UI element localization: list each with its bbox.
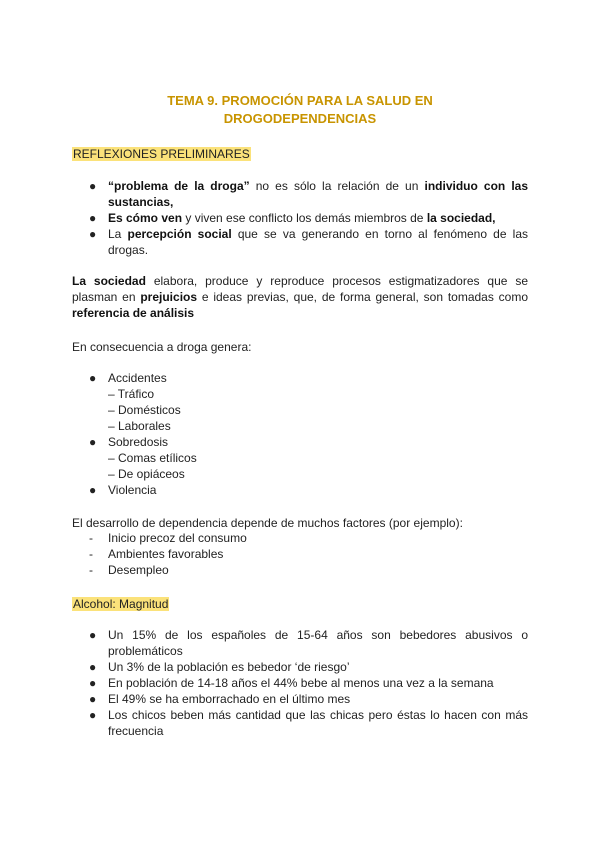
section-heading-alcohol-text: Alcohol: Magnitud [73,597,169,611]
page-title [72,92,528,128]
bold-text: referencia de análisis [72,306,195,320]
bullet-icon: ● [89,483,97,497]
bold-text: prejuicios [140,290,198,304]
text: no es sólo la relación de un [249,179,425,193]
list-item [72,370,528,386]
dash-icon: - [89,563,93,577]
text: e ideas previas, que, de forma general, son tomadas como [197,290,529,304]
text: y viven ese conflicto los demás miembros de [182,211,427,225]
text: elabora, produce y reproduce procesos estigmatizadores que se plasman en [72,274,528,304]
sub-item: – Domésticos [108,403,181,417]
bullet-icon: ● [89,179,97,193]
sub-item: – Laborales [108,419,171,433]
list-item [72,482,528,498]
text: El 49% se ha emborrachado en el último mes [108,692,351,706]
bullet-icon: ● [89,435,97,449]
list-item [72,691,528,707]
bold-text: individuo con las sustancias, [108,179,529,209]
bold-text: La sociedad [72,274,146,288]
bullet-icon: ● [89,660,97,674]
text: En población de 14-18 años el 44% bebe al menos una vez a la semana [108,676,494,690]
bold-text: Es cómo ven [108,211,183,225]
list-item [72,546,528,562]
bullet-icon: ● [89,227,97,241]
list-item [72,178,528,210]
text: que se va generando en torno al fenómeno de las drogas. [108,227,528,257]
bullet-icon: ● [89,371,97,385]
text: Inicio precoz del consumo [108,531,247,545]
bold-text: la sociedad, [426,211,496,225]
list-item [72,675,528,691]
sociedad-paragraph [72,273,528,321]
list-item [72,434,528,450]
bold-text: percepción social [127,227,232,241]
title-line-1: TEMA 9. PROMOCIÓN PARA LA SALUD EN [167,93,433,108]
text: Accidentes [108,371,167,385]
bold-text: “problema de la droga” [108,179,250,193]
list-item [72,659,528,675]
consecuencias-list [72,370,528,498]
list-item [72,226,528,258]
text: La [108,227,128,241]
text: Violencia [108,483,157,497]
consecuencia-intro: En consecuencia a droga genera: [72,340,252,354]
text: Ambientes favorables [108,547,224,561]
list-item [72,707,528,739]
section-heading-alcohol [72,597,169,611]
bullet-icon: ● [89,708,97,722]
sub-item: – De opiáceos [108,467,185,481]
dependencia-intro: El desarrollo de dependencia depende de muchos factores (por ejemplo): [72,516,463,530]
alcohol-list [72,627,528,739]
text: Sobredosis [108,435,169,449]
sub-item: – Comas etílicos [108,451,197,465]
bullet-icon: ● [89,676,97,690]
dash-icon: - [89,531,93,545]
reflexiones-list [72,178,528,258]
section-heading-reflexiones-text: REFLEXIONES PRELIMINARES [73,147,250,161]
list-item [72,530,528,546]
text: Desempleo [108,563,169,577]
list-item [72,627,528,659]
dash-icon: - [89,547,93,561]
bullet-icon: ● [89,692,97,706]
factores-list [72,530,528,578]
section-heading-reflexiones [72,147,251,161]
list-item [72,562,528,578]
bullet-icon: ● [89,628,97,642]
title-line-2: DROGODEPENDENCIAS [223,111,377,126]
text: Un 3% de la población es bebedor ‘de riesgo’ [108,660,350,674]
bullet-icon: ● [89,211,97,225]
list-item [72,210,528,226]
text: Los chicos beben más cantidad que las chicas pero éstas lo hacen con más frecuencia [108,708,528,738]
text: Un 15% de los españoles de 15-64 años son bebedores abusivos o problemáticos [108,628,528,658]
sub-item: – Tráfico [108,387,155,401]
